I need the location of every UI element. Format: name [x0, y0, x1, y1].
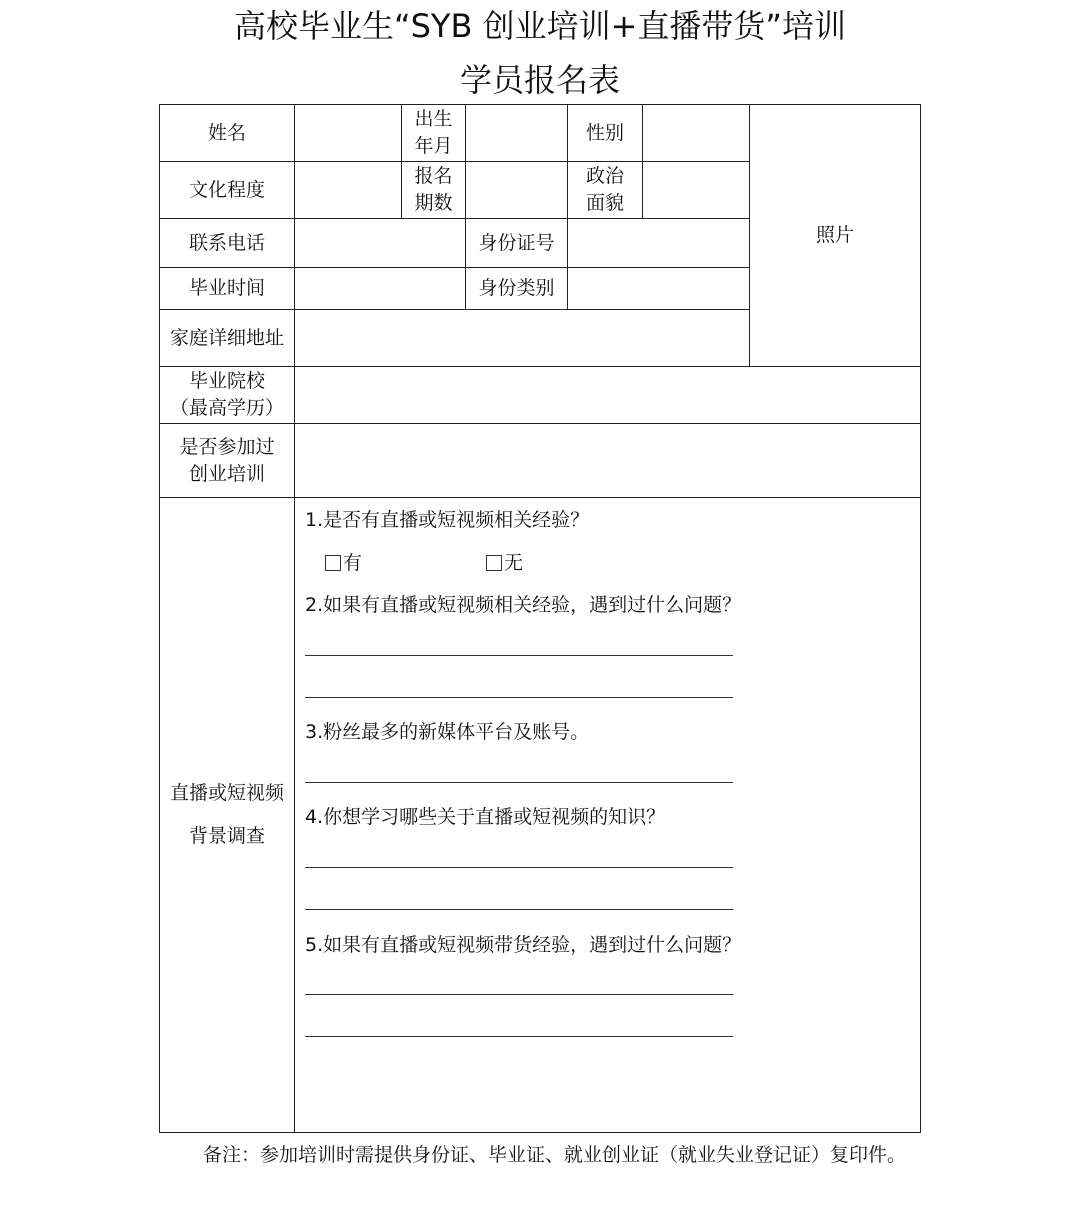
answer-line[interactable] [305, 697, 733, 698]
school-input-cell[interactable] [295, 367, 921, 424]
question-4: 4.你想学习哪些关于直播或短视频的知识？ [305, 806, 666, 828]
training-label-cell [159, 424, 295, 498]
option-yes[interactable] [325, 551, 362, 575]
graduation-time-label: 毕业时间 [188, 277, 265, 299]
political-label-cell [568, 162, 643, 219]
question-5: 5.如果有直播或短视频带货经验，遇到过什么问题？ [305, 934, 742, 956]
school-label-cell [159, 367, 295, 424]
political-input-cell[interactable] [643, 162, 750, 219]
question-1: 1.是否有直播或短视频相关经验？ [305, 509, 590, 531]
id-number-input-cell[interactable] [568, 219, 750, 268]
signup-count-label-cell [402, 162, 466, 219]
name-label-cell [159, 104, 295, 162]
form-note: 备注：参加培训时需提供身份证、毕业证、就业创业证（就业失业登记证）复印件。 [203, 1144, 907, 1166]
address-label-cell [159, 310, 295, 367]
background-label-line2: 背景调查 [188, 825, 265, 847]
birth-label: 出生 年月 [414, 108, 453, 157]
signup-count-input-cell[interactable] [466, 162, 568, 219]
graduation-time-label-cell [159, 268, 295, 310]
id-number-label-cell [466, 219, 568, 268]
phone-label: 联系电话 [188, 231, 265, 254]
photo-cell[interactable] [750, 104, 921, 367]
checkbox-icon[interactable] [325, 555, 341, 571]
gender-label-cell [568, 104, 643, 162]
id-type-input-cell[interactable] [568, 268, 750, 310]
answer-line[interactable] [305, 782, 733, 783]
id-type-label-cell [466, 268, 568, 310]
name-input-cell[interactable] [295, 104, 402, 162]
answer-line[interactable] [305, 655, 733, 656]
phone-input-cell[interactable] [295, 219, 466, 268]
training-label: 是否参加过 创业培训 [179, 435, 275, 485]
form-title-line1: 高校毕业生“SYB 创业培训+直播带货”培训 [234, 7, 846, 45]
training-input-cell[interactable] [295, 424, 921, 498]
id-type-label: 身份类别 [478, 277, 555, 299]
answer-line[interactable] [305, 867, 733, 868]
form-title-line2: 学员报名表 [459, 61, 620, 99]
school-label: 毕业院校 （最高学历） [169, 370, 284, 419]
option-no[interactable] [486, 551, 523, 575]
birth-input-cell[interactable] [466, 104, 568, 162]
id-number-label: 身份证号 [478, 231, 555, 254]
answer-line[interactable] [305, 994, 733, 995]
signup-count-label: 报名 期数 [414, 165, 453, 214]
question-2: 2.如果有直播或短视频相关经验，遇到过什么问题？ [305, 594, 742, 616]
photo-label: 照片 [815, 224, 854, 246]
phone-label-cell [159, 219, 295, 268]
graduation-time-input-cell[interactable] [295, 268, 466, 310]
gender-label: 性别 [585, 121, 624, 144]
option-yes-label: 有 [343, 552, 363, 574]
education-label: 文化程度 [188, 178, 265, 201]
option-no-label: 无 [504, 552, 524, 574]
checkbox-icon[interactable] [486, 555, 502, 571]
gender-input-cell[interactable] [643, 104, 750, 162]
education-label-cell [159, 162, 295, 219]
answer-line[interactable] [305, 1036, 733, 1037]
birth-label-cell [402, 104, 466, 162]
background-label-cell [159, 498, 295, 1133]
registration-form-table [159, 104, 921, 1133]
name-label: 姓名 [207, 121, 246, 144]
political-label: 政治 面貌 [585, 165, 624, 214]
address-label: 家庭详细地址 [169, 326, 284, 349]
question-3: 3.粉丝最多的新媒体平台及账号。 [305, 721, 590, 743]
address-input-cell[interactable] [295, 310, 750, 367]
background-label-line1: 直播或短视频 [169, 782, 284, 804]
education-input-cell[interactable] [295, 162, 402, 219]
answer-line[interactable] [305, 909, 733, 910]
